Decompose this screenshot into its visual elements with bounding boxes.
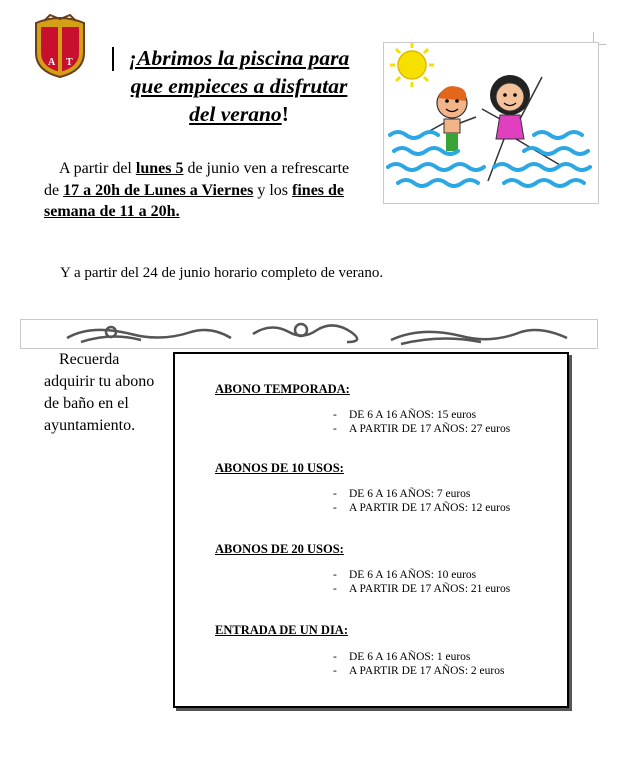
headline-line-2: que empieces a disfrutar: [130, 74, 348, 98]
price-section-title: ABONO TEMPORADA:: [215, 382, 350, 396]
headline-line-1: ¡Abrimos la piscina para: [128, 46, 350, 70]
summer-schedule-note: Y a partir del 24 de junio horario completo de verano.: [60, 265, 384, 281]
intro-paragraph: [44, 158, 354, 223]
price-item: - DE 6 A 16 AÑOS: 1 euros: [333, 650, 504, 664]
intro-weekend-hours: fines de semana de 11 a 20h.: [44, 181, 345, 220]
price-section-items: [333, 650, 504, 678]
intro-weekday-hours: 17 a 20h de Lunes a Viernes: [63, 181, 254, 199]
price-item: - A PARTIR DE 17 AÑOS: 2 euros: [333, 664, 504, 678]
price-section-title: ENTRADA DE UN DIA:: [215, 623, 348, 637]
price-section-title: ABONOS DE 20 USOS:: [215, 542, 344, 556]
svg-text:T: T: [66, 57, 73, 68]
kids-pool-illustration: [383, 42, 599, 204]
sun-icon: [390, 43, 434, 87]
purchase-reminder-text: Recuerda adquirir tu abono de baño en el ayuntamiento.: [44, 351, 155, 434]
purchase-reminder: [44, 349, 169, 437]
headline-exclamation: !: [281, 102, 289, 126]
price-section-title: ABONOS DE 10 USOS:: [215, 461, 344, 475]
intro-date: lunes 5: [135, 160, 184, 177]
price-item: - DE 6 A 16 AÑOS: 7 euros: [333, 487, 510, 501]
intro-text-1: A partir del: [59, 160, 136, 177]
svg-text:A: A: [48, 57, 56, 68]
price-item: - DE 6 A 16 AÑOS: 15 euros: [333, 408, 510, 422]
price-section-items: [333, 568, 510, 596]
price-item: - A PARTIR DE 17 AÑOS: 21 euros: [333, 582, 510, 596]
headline: [100, 44, 378, 128]
intro-text-2: de junio ven a refrescarte de: [44, 160, 350, 199]
price-list-box: [173, 352, 569, 708]
town-crest-logo: [32, 13, 88, 79]
intro-text-3: y los: [253, 181, 293, 199]
price-section-items: [333, 487, 510, 515]
price-item: - DE 6 A 16 AÑOS: 10 euros: [333, 568, 510, 582]
price-item: - A PARTIR DE 17 AÑOS: 27 euros: [333, 422, 510, 436]
headline-line-3: del verano: [189, 102, 282, 126]
price-section-items: [333, 408, 510, 436]
decorative-divider: [20, 319, 598, 349]
boy-figure: [426, 86, 476, 151]
price-item: - A PARTIR DE 17 AÑOS: 12 euros: [333, 501, 510, 515]
